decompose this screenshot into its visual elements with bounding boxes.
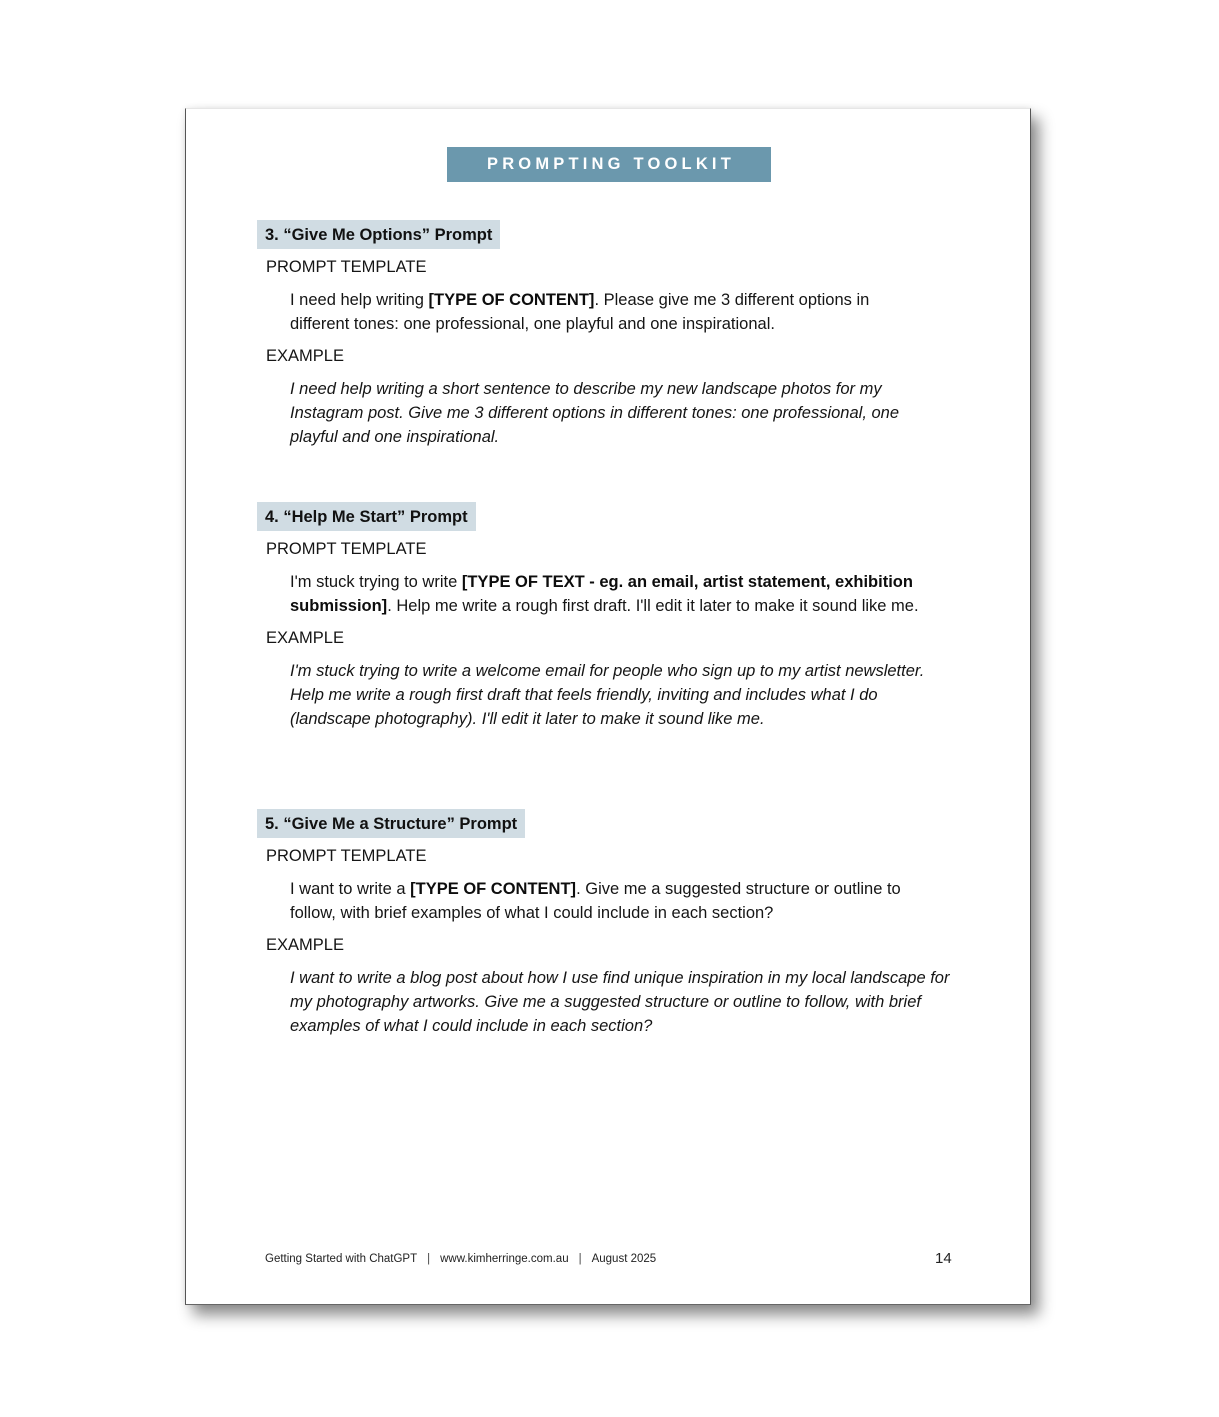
section-heading: 3. “Give Me Options” Prompt: [257, 220, 500, 249]
template-placeholder: [TYPE OF CONTENT]: [428, 291, 595, 309]
prompt-template-label: PROMPT TEMPLATE: [266, 847, 427, 865]
template-text-before: I'm stuck trying to write: [290, 573, 462, 591]
example-text: I'm stuck trying to write a welcome email for people who sign up to my artist newsletter. Help me write a rough first draft that feels friendly, inviting and includes what I do (landscape photography). I'll edit it later to make it sound like me.: [290, 661, 925, 729]
page-banner: [447, 147, 771, 182]
template-text-before: I want to write a: [290, 880, 411, 898]
template-placeholder: [TYPE OF TEXT - eg. an email, artist statement, exhibition submission]: [290, 573, 913, 616]
example-text: I want to write a blog post about how I use find unique inspiration in my local landscape for my photography artworks. Give me a suggested structure or outline to follow, with brief examples of what I could include in each section?: [290, 968, 950, 1036]
prompt-template-label: PROMPT TEMPLATE: [266, 540, 427, 558]
prompt-template-label: PROMPT TEMPLATE: [266, 258, 427, 276]
footer-separator: |: [427, 1253, 431, 1265]
prompt-section-give-me-options: [257, 220, 977, 449]
section-heading: 5. “Give Me a Structure” Prompt: [257, 809, 525, 838]
footer-date: August 2025: [591, 1253, 657, 1265]
prompt-template-text: [290, 288, 910, 337]
example-label: EXAMPLE: [266, 935, 344, 954]
footer-website: www.kimherringe.com.au: [440, 1253, 569, 1265]
example-label: EXAMPLE: [266, 346, 344, 365]
footer-separator: |: [578, 1253, 582, 1265]
prompt-template-text: [290, 570, 950, 619]
banner-title: PROMPTING TOOLKIT: [486, 155, 735, 173]
document-page: [185, 108, 1031, 1305]
example-text: I need help writing a short sentence to describe my new landscape photos for my Instagram post. Give me 3 different options in different tones: one professional, one playful and one inspirational.: [290, 379, 900, 447]
prompt-section-help-me-start: [257, 502, 977, 731]
example-label: EXAMPLE: [266, 628, 344, 647]
template-text-after: . Help me write a rough first draft. I'll edit it later to make it sound like me.: [387, 597, 919, 616]
template-placeholder: [TYPE OF CONTENT]: [410, 880, 577, 898]
page-number: 14: [935, 1250, 952, 1267]
footer-title: Getting Started with ChatGPT: [265, 1253, 418, 1265]
section-heading: 4. “Help Me Start” Prompt: [257, 502, 476, 531]
template-text-after: . Give me a suggested structure or outline to follow, with brief examples of what I could include in each section?: [290, 880, 901, 923]
template-text-after: . Please give me 3 different options in different tones: one professional, one playful and one inspirational.: [290, 291, 870, 334]
template-text-before: I need help writing: [290, 291, 429, 309]
prompt-section-give-me-a-structure: [257, 809, 977, 1038]
page-footer: [265, 1253, 656, 1265]
prompt-template-text: [290, 877, 950, 926]
